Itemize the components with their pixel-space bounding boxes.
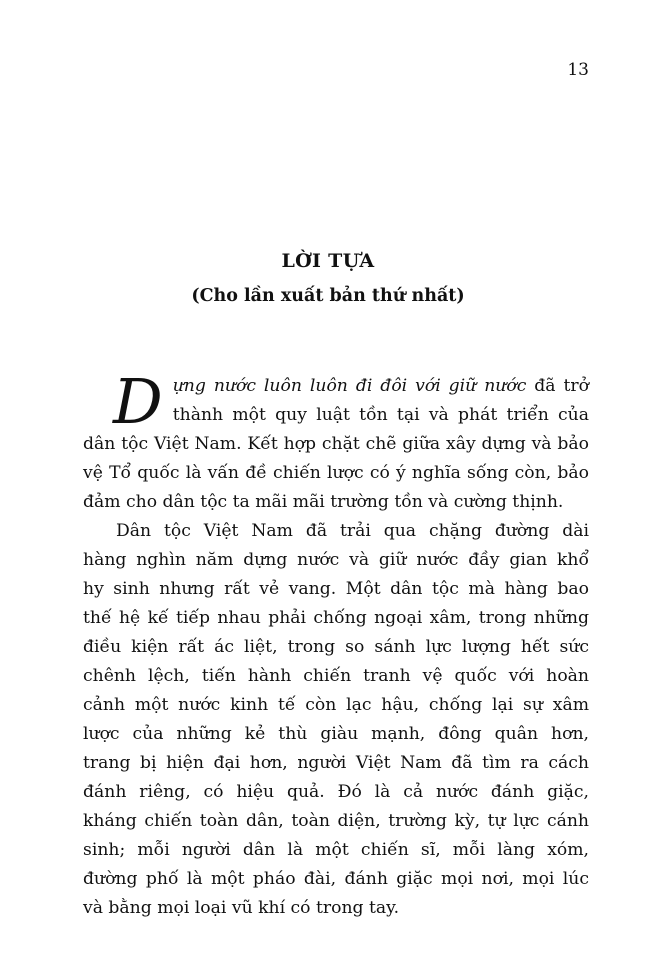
text-line: đường phố là một pháo đài, đánh giặc mọi nơi, mọi lúc: [83, 869, 589, 889]
text-line: vệ Tổ quốc là vấn đề chiến lược có ý nghĩa sống còn, bảo: [83, 463, 589, 483]
text-line: chênh lệch, tiến hành chiến tranh vệ quốc với hoàn: [83, 666, 589, 686]
body-text: [83, 365, 589, 923]
page-title: LỜI TỰA: [281, 250, 375, 272]
drop-cap: D: [113, 365, 163, 438]
page-subtitle: (Cho lần xuất bản thứ nhất): [191, 286, 465, 306]
page-number: 13: [567, 60, 589, 80]
paragraph-2: [83, 517, 589, 923]
text-line: trang bị hiện đại hơn, người Việt Nam đã tìm ra cách: [83, 753, 589, 773]
text-line: Dân tộc Việt Nam đã trải qua chặng đường dài: [116, 521, 589, 541]
text-line: đánh riêng, có hiệu quả. Đó là cả nước đánh giặc,: [83, 782, 589, 802]
text-line: thế hệ kế tiếp nhau phải chống ngoại xâm, trong những: [83, 608, 589, 628]
text-line: điều kiện rất ác liệt, trong so sánh lực lượng hết sức: [83, 637, 589, 657]
text-line: dân tộc Việt Nam. Kết hợp chặt chẽ giữa xây dựng và bảo: [83, 434, 589, 454]
text-line: đảm cho dân tộc ta mãi mãi trường tồn và cường thịnh.: [83, 492, 564, 512]
text-line: kháng chiến toàn dân, toàn diện, trường kỳ, tự lực cánh: [83, 811, 589, 831]
text-line: lược của những kẻ thù giàu mạnh, đông quân hơn,: [83, 724, 589, 744]
italic-phrase: ựng nước luôn luôn đi đôi với giữ nước: [172, 376, 527, 396]
text-segment: đã trở: [526, 376, 589, 396]
paragraph-1: [83, 365, 589, 517]
text-line: cảnh một nước kinh tế còn lạc hậu, chống lại sự xâm: [83, 695, 589, 715]
text-line: và bằng mọi loại vũ khí có trong tay.: [83, 898, 400, 918]
text-line: thành một quy luật tồn tại và phát triển của: [172, 405, 589, 425]
text-line: hàng nghìn năm dựng nước và giữ nước đầy gian khổ: [83, 550, 589, 570]
text-line: sinh; mỗi người dân là một chiến sĩ, mỗi làng xóm,: [83, 840, 589, 860]
text-line: hy sinh nhưng rất vẻ vang. Một dân tộc mà hàng bao: [83, 579, 589, 599]
